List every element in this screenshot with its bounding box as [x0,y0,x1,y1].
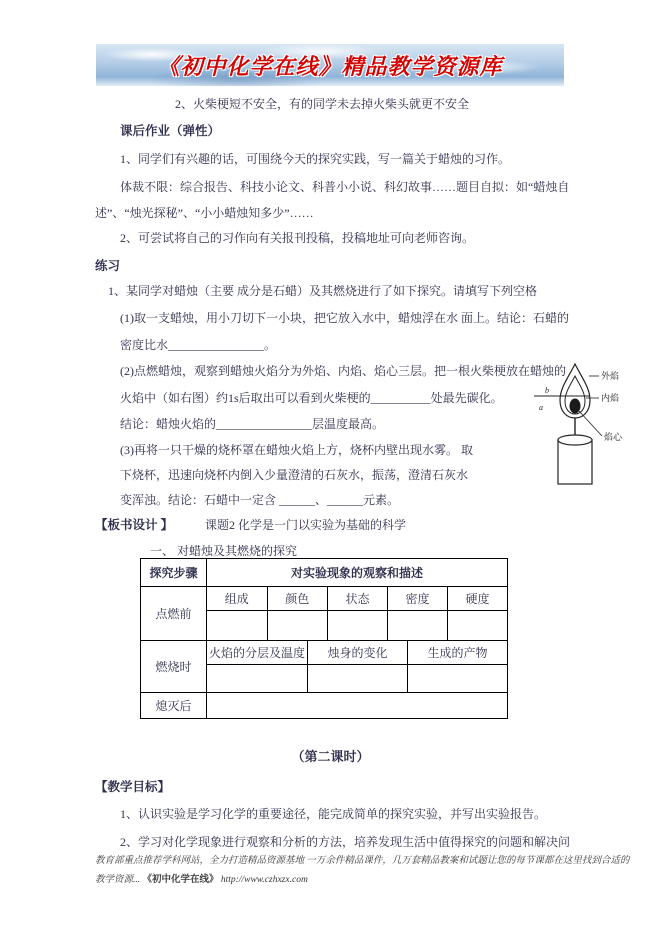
practice-q2-line3: 结论：蜡烛火焰的________________层温度最高。 [120,417,385,431]
table-col-products: 生成的产物 [408,641,508,665]
table-cell-empty [207,611,268,641]
table-row-label-burning: 燃烧时 [141,641,207,693]
footer-prefix: 教学资源... [95,875,141,885]
footer-site-name: 《初中化学在线》 [142,875,219,885]
table-header-steps: 探究步骤 [141,559,207,587]
practice-q1-line1: (1)取一支蜡烛，用小刀切下一小块，把它放入水中，蜡烛浮在水 面上。结论：石蜡的 [120,311,569,325]
match-safety-line: 2、火柴梗短不安全，有的同学未去掉火柴头就更不安全 [175,97,470,111]
practice-q2-line1: (2)点燃蜡烛，观察到蜡烛火焰分为外焰、内焰、焰心三层。把一根火柴梗放在蜡烛的 [120,364,566,378]
goals-heading: 【教学目标】 [95,780,171,794]
practice-q2-line2: 火焰中（如右图）约1s后取出可以看到火柴梗的__________处最先碳化。 [120,391,503,405]
practice-intro: 1、某同学对蜡烛（主要 成分是石蜡）及其燃烧进行了如下探究。请填写下列空格 [108,284,538,298]
lesson2-heading: （第二课时） [291,749,370,764]
footer-site-url: http://www.czhxzx.com [220,875,308,885]
table-cell-empty [267,611,327,641]
candle-body [558,440,592,484]
table-row-label-before: 点燃前 [141,587,207,641]
inner-flame-label: 内焰 [601,393,620,403]
homework-heading: 课后作业（弹性） [120,124,221,138]
experiment-table [140,558,508,719]
outer-flame-label: 外焰 [601,371,620,381]
table-cell-empty [308,665,408,693]
goals-item1: 1、认识实验是学习化学的重要途径，能完成简单的探究实验，并写出实验报告。 [120,807,547,821]
flame-core-pointer [579,411,602,436]
table-col-hardness: 硬度 [448,587,508,611]
table-col-composition: 组成 [207,587,268,611]
site-banner [96,44,564,86]
point-a-label: a [539,403,543,412]
footer-slogan-line: 教育部重点推荐学科网站，全力打造精品资源基地 一万余件精品课件，几万套精品教案和试题让您的每节课都在这里找到合适的 [95,856,630,866]
table-cell-empty [448,611,508,641]
point-b-label: b [545,386,549,395]
practice-heading: 练习 [95,259,121,273]
board-title: 课题2 化学是一门以实验为基础的科学 [205,518,407,532]
homework-item1b-line2: 述”、“烛光探秘”、“小小蜡烛知多少”…… [95,206,314,220]
candle-flame-diagram [528,356,658,496]
practice-q1-line2: 密度比水________________。 [120,338,277,352]
homework-item1b-line1: 体裁不限：综合报告、科技小论文、科普小小说、科幻故事……题目自拟：如“蜡烛自 [120,180,570,194]
banner-title: 《初中化学在线》精品教学资源库 [157,53,503,79]
candle-top [558,435,592,445]
practice-q3-line2: 下烧杯，迅速向烧杯内倒入少量澄清的石灰水，振荡，澄清石灰水 [120,468,469,482]
table-col-state: 状态 [328,587,388,611]
practice-q3-line3: 变浑浊。结论：石蜡中一定含 ______、______元素。 [120,493,400,507]
board-subtitle: 一、 对蜡烛及其燃烧的探究 [150,544,298,558]
homework-item2: 2、可尝试将自己的习作向有关报刊投稿，投稿地址可向老师咨询。 [120,231,475,245]
homework-item1: 1、同学们有兴趣的话，可围绕今天的探究实践，写一篇关于蜡烛的习作。 [120,152,511,166]
table-header-description: 对实验现象的观察和描述 [207,559,508,587]
table-col-body-change: 烛身的变化 [308,641,408,665]
table-cell-empty [408,665,508,693]
flame-core-label: 焰心 [604,432,623,442]
board-heading: 【板书设计 】 [95,518,174,532]
footer-site-line [95,871,308,885]
table-cell-empty [328,611,388,641]
practice-q3-line1: (3)再将一只干燥的烧杯罩在蜡烛火焰上方，烧杯内壁出现水雾。 取 [120,443,473,457]
table-cell-empty [207,693,508,719]
table-col-density: 密度 [388,587,448,611]
goals-item2: 2、学习对化学现象进行观察和分析的方法，培养发现生活中值得探究的问题和解决问 [120,835,571,849]
table-col-color: 颜色 [267,587,327,611]
table-col-flame-layers: 火焰的分层及温度 [207,641,308,665]
table-row-label-after: 熄灭后 [141,693,207,719]
table-cell-empty [207,665,308,693]
table-cell-empty [388,611,448,641]
